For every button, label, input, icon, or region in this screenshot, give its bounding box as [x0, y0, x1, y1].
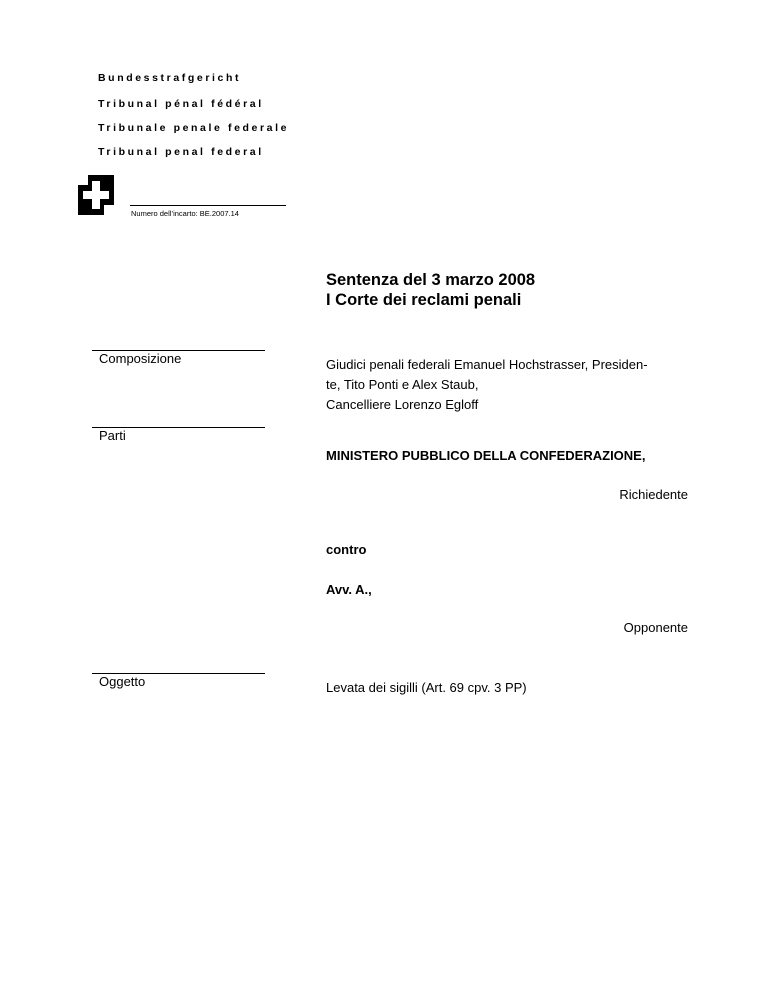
- court-chamber: I Corte dei reclami penali: [326, 291, 522, 309]
- applicant-role: Richiedente: [619, 487, 688, 502]
- court-name-it: Tribunale penale federale: [98, 122, 290, 134]
- subject-text: Levata dei sigilli (Art. 69 cpv. 3 PP): [326, 680, 527, 695]
- composition-line: Giudici penali federali Emanuel Hochstrasser, Presiden-: [326, 357, 648, 372]
- case-number: Numero dell’incarto: BE.2007.14: [131, 209, 239, 218]
- parties-label: Parti: [99, 428, 126, 443]
- composition-text: [326, 355, 648, 415]
- applicant-name: MINISTERO PUBBLICO DELLA CONFEDERAZIONE,: [326, 448, 646, 463]
- opponent-role: Opponente: [623, 620, 688, 635]
- court-name-rm: Tribunal penal federal: [98, 146, 264, 158]
- swiss-cross-logo-icon: [78, 175, 114, 215]
- composition-line: Cancelliere Lorenzo Egloff: [326, 397, 479, 412]
- composition-line: te, Tito Ponti e Alex Staub,: [326, 377, 479, 392]
- composition-label: Composizione: [99, 351, 182, 366]
- court-name-de: Bundesstrafgericht: [98, 72, 242, 84]
- versus-text: contro: [326, 542, 367, 557]
- court-name-fr: Tribunal pénal fédéral: [98, 98, 264, 110]
- opponent-name: Avv. A.,: [326, 582, 372, 597]
- judgment-title: Sentenza del 3 marzo 2008: [326, 271, 536, 289]
- subject-label: Oggetto: [99, 674, 146, 689]
- case-number-rule: [130, 205, 286, 206]
